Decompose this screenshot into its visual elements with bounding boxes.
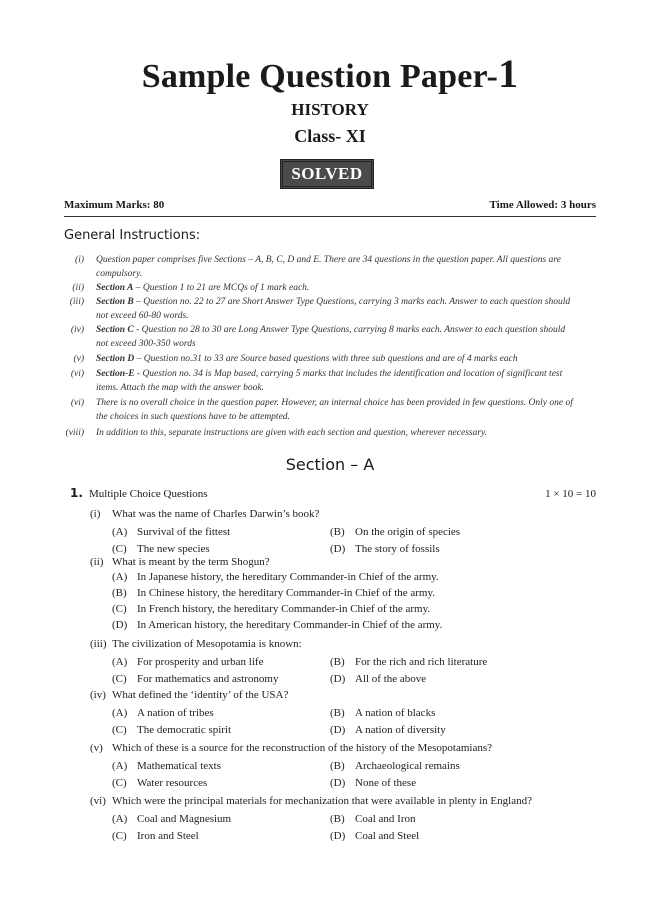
option-label: (B): [330, 707, 345, 719]
option-label: (A): [112, 526, 128, 538]
option-text: The new species: [137, 543, 210, 555]
class-heading: Class- XI: [294, 126, 366, 146]
instruction-number: (v): [73, 354, 84, 364]
option-text: For mathematics and astronomy: [137, 673, 279, 685]
option-label: (B): [330, 526, 345, 538]
solved-badge: SOLVED: [280, 159, 374, 189]
instruction-line: – Question no.31 to 33 are Source based questions with three sub questions and are of 4 marks each: [134, 354, 518, 364]
option-label: (B): [330, 656, 345, 668]
instruction-section-label: Section B: [96, 297, 134, 307]
instruction-text: [96, 281, 598, 295]
option-text: On the origin of species: [355, 526, 461, 538]
option-text: For the rich and rich literature: [355, 656, 488, 668]
option-text: Coal and Iron: [355, 813, 416, 825]
subquestion-text: Which were the principal materials for mechanization that were available in plenty in England?: [112, 795, 532, 807]
option-text: In Japanese history, the hereditary Commander-in Chief of the army.: [137, 571, 439, 583]
subquestion-number: (iv): [90, 689, 106, 701]
option-text: A nation of tribes: [137, 707, 214, 719]
instruction-text: [96, 396, 598, 424]
instruction-line-continued: the choices in such questions have to be attempted.: [96, 412, 290, 422]
option-label: (D): [330, 724, 346, 736]
option-label: (A): [112, 571, 128, 583]
instruction-section-label: Section C: [96, 325, 134, 335]
option-label: (A): [112, 760, 128, 772]
instruction-line: - Question no. 34 is Map based, carrying 5 marks that includes the identification and location of significant test: [134, 369, 563, 379]
option-label: (D): [330, 830, 346, 842]
subquestion-text: Which of these is a source for the reconstruction of the history of the Mesopotamians?: [112, 742, 492, 754]
subquestion-number: (vi): [90, 795, 106, 807]
instruction-text: [96, 367, 598, 395]
option-label: (C): [112, 673, 127, 685]
instruction-line-continued: compulsory.: [96, 269, 143, 279]
instruction-number: (iv): [70, 325, 84, 335]
instruction-line: Question paper comprises five Sections – A, B, C, D and E. There are 34 questions in the question paper. All questions are: [96, 255, 561, 265]
instruction-text: [96, 323, 598, 351]
instruction-line: – Question 1 to 21 are MCQs of 1 mark each.: [133, 283, 310, 293]
option-label: (C): [112, 777, 127, 789]
option-label: (A): [112, 707, 128, 719]
subject-heading: HISTORY: [291, 100, 369, 119]
option-text: A nation of diversity: [355, 724, 446, 736]
subquestion-number: (i): [90, 508, 101, 520]
subquestion-number: (ii): [90, 556, 104, 568]
option-label: (C): [112, 724, 127, 736]
maximum-marks: Maximum Marks: 80: [64, 199, 165, 211]
option-text: The story of fossils: [355, 543, 440, 555]
instruction-number: (iii): [69, 297, 84, 307]
option-text: The democratic spirit: [137, 724, 232, 736]
instruction-line: There is no overall choice in the question paper. However, an internal choice has been provided in few questions. Only one of: [96, 398, 573, 408]
option-label: (D): [330, 673, 346, 685]
instruction-line: – Question no. 22 to 27 are Short Answer Type Questions, carrying 3 marks each. Answer to each question should: [133, 297, 571, 307]
option-text: Water resources: [137, 777, 208, 789]
option-text: Mathematical texts: [137, 760, 221, 772]
instruction-line-continued: not exceed 300-350 words: [96, 339, 196, 349]
subquestion-text: What is meant by the term Shogun?: [112, 556, 270, 568]
instruction-section-label: Section A: [96, 283, 134, 293]
paper-title: [0, 51, 660, 97]
option-label: (D): [330, 777, 346, 789]
question-marks: 1 × 10 = 10: [545, 488, 596, 500]
option-label: (B): [112, 587, 127, 599]
instruction-line-continued: not exceed 60-80 words.: [96, 311, 189, 321]
subquestion-text: The civilization of Mesopotamia is known:: [112, 638, 302, 650]
instruction-section-label: Section D: [96, 354, 135, 364]
paper-title-text: Sample Question Paper-: [141, 58, 499, 95]
option-text: Coal and Magnesium: [137, 813, 232, 825]
option-text: Iron and Steel: [137, 830, 199, 842]
instruction-text: [96, 426, 598, 440]
instruction-number: (i): [75, 255, 84, 265]
option-label: (C): [112, 543, 127, 555]
option-label: (B): [330, 813, 345, 825]
instruction-number: (ii): [72, 283, 84, 293]
option-label: (D): [112, 619, 128, 631]
instruction-line: - Question no 28 to 30 are Long Answer Type Questions, carrying 8 marks each. Answer to each question should: [133, 325, 566, 335]
subquestion-text: What was the name of Charles Darwin’s book?: [112, 508, 320, 520]
option-text: A nation of blacks: [355, 707, 436, 719]
option-text: Survival of the fittest: [137, 526, 231, 538]
instruction-number: (viii): [65, 428, 84, 438]
marks-time-row: [64, 199, 596, 211]
option-label: (B): [330, 760, 345, 772]
subquestion-number: (iii): [90, 638, 107, 650]
subquestion-text: What defined the ‘identity’ of the USA?: [112, 689, 289, 701]
question-text: Multiple Choice Questions: [89, 488, 208, 500]
general-instructions-heading: General Instructions:: [64, 228, 201, 243]
option-label: (D): [330, 543, 346, 555]
option-text: In American history, the hereditary Commander-in Chief of the army.: [137, 619, 443, 631]
option-text: Coal and Steel: [355, 830, 420, 842]
instruction-text: [96, 253, 598, 281]
subquestion-number: (v): [90, 742, 103, 754]
question-number: 1.: [70, 486, 83, 500]
instruction-text: [96, 295, 598, 323]
instruction-text: [96, 352, 598, 366]
option-text: Archaeological remains: [355, 760, 460, 772]
instruction-number: (vi): [70, 369, 84, 379]
option-text: For prosperity and urban life: [137, 656, 264, 668]
option-label: (A): [112, 813, 128, 825]
option-label: (A): [112, 656, 128, 668]
option-label: (C): [112, 830, 127, 842]
option-text: All of the above: [355, 673, 427, 685]
instruction-number: (vi): [70, 398, 84, 408]
instruction-section-label: Section-E: [96, 369, 135, 379]
instruction-line: In addition to this, separate instructions are given with each section and question, wherever necessary.: [96, 428, 488, 438]
option-text: None of these: [355, 777, 417, 789]
divider: [64, 216, 596, 217]
option-text: In French history, the hereditary Commander-in Chief of the army.: [137, 603, 431, 615]
option-label: (C): [112, 603, 127, 615]
option-text: In Chinese history, the hereditary Commander-in Chief of the army.: [137, 587, 436, 599]
time-allowed: Time Allowed: 3 hours: [489, 199, 596, 211]
instruction-line-continued: items. Attach the map with the answer book.: [96, 383, 264, 393]
paper-number: 1: [498, 51, 519, 96]
section-a-heading: Section – A: [285, 455, 375, 474]
